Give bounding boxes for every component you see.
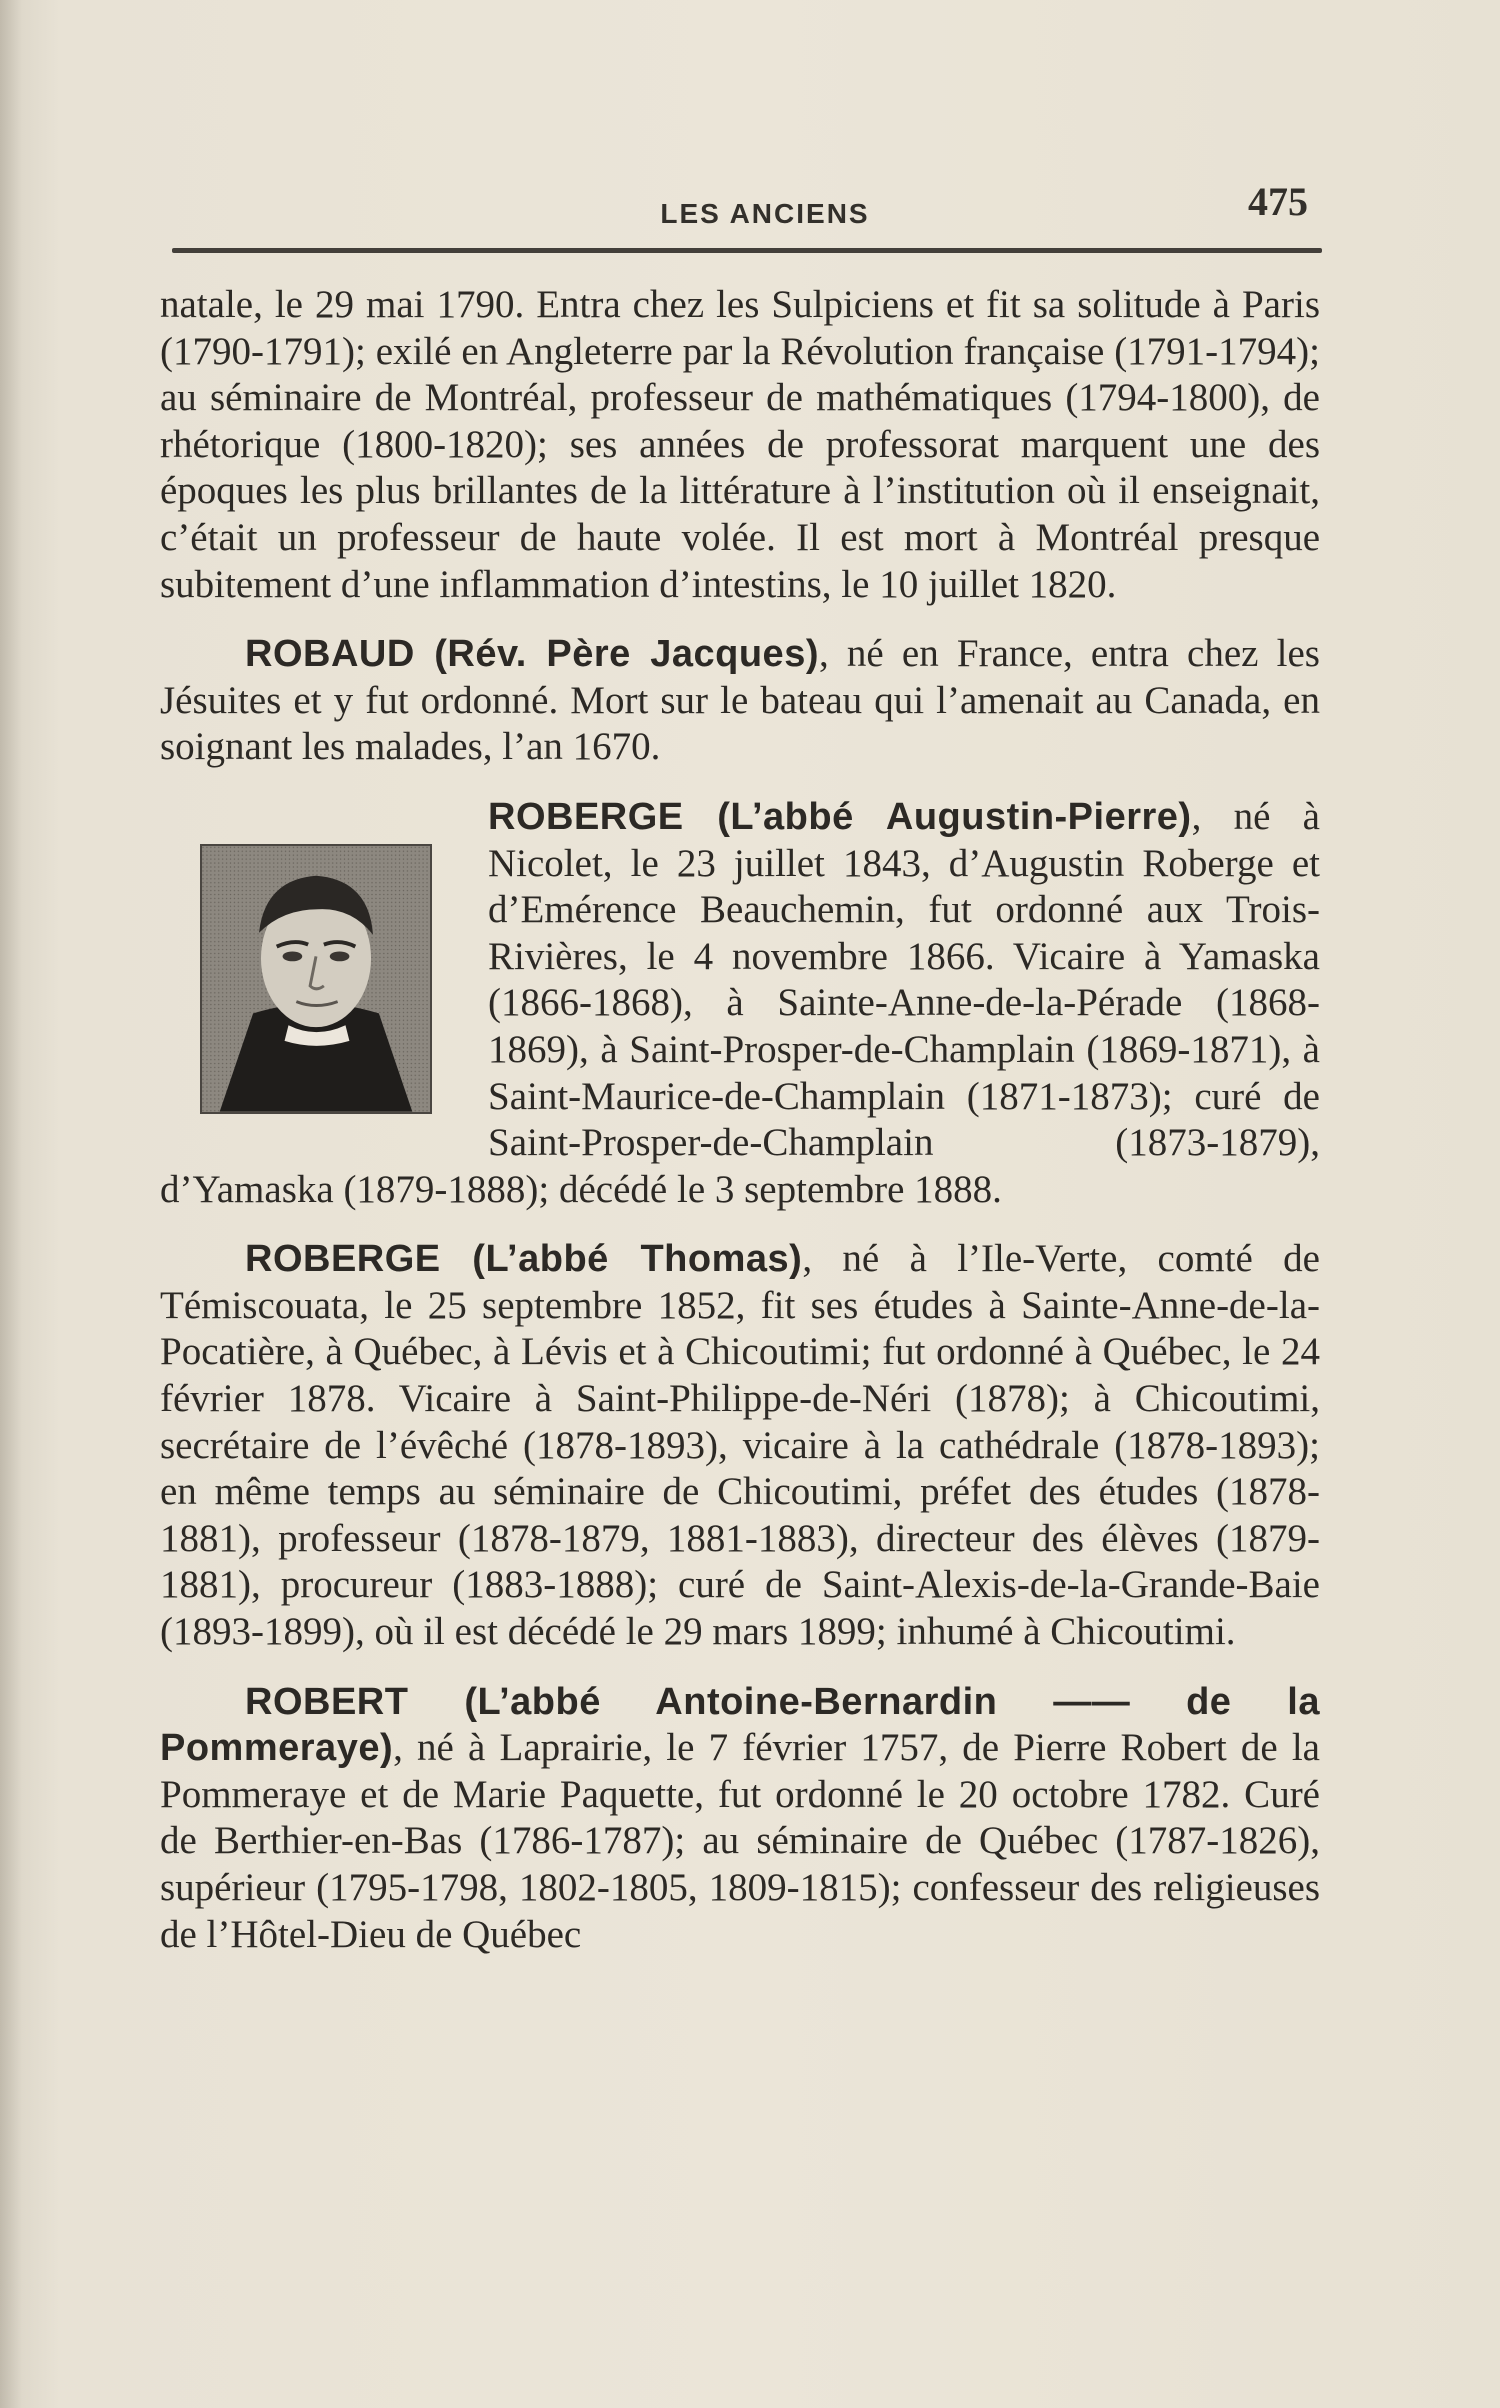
page-body: [160, 282, 1320, 1981]
entry-name: ROBERGE (L’abbé Thomas): [245, 1238, 803, 1281]
portrait-frame: [200, 844, 448, 1120]
portrait-image: [200, 844, 432, 1114]
entry-text: , né à Nicolet, le 23 juillet 1843, d’Augustin Roberge et d’Emérence Beauchemin, fut ordonné aux Trois-Rivières, le 4 novembre 1866. Vicaire à Yamaska (1866-1868), à Sainte-Anne-de-la-Pérade (1868-1869), à Saint-Prosper-de-Champlain (1869-1871), à Saint-Maurice-de-Champlain (1871-1873); curé de Saint-Prosper-de-Champlain (1873-1879), d’Yamaska (1879-1888); décédé le 3 septembre 1888.: [160, 794, 1320, 1211]
entry-text: , né en France, entra chez les Jésuites et y fut ordonné. Mort sur le bateau qui l’amenait au Canada, en soignant les malades, l’an 1670.: [160, 632, 1320, 769]
entry-roberge-augustin: [160, 794, 1320, 1213]
entry-text: , né à Laprairie, le 7 février 1757, de Pierre Robert de la Pommeraye et de Marie Paquette, fut ordonné le 20 octobre 1782. Curé de Berthier-en-Bas (1786-1787); au séminaire de Québec (1787-1826), supérieur (1795-1798, 1802-1805, 1809-1815); confesseur des religieuses de l’Hôtel-Dieu de Québec: [160, 1726, 1320, 1956]
entry-text: natale, le 29 mai 1790. Entra chez les Sulpiciens et fit sa solitude à Paris (1790-1791); exilé en Angleterre par la Révolution française (1791-1794); au séminaire de Montréal, professeur de mathématiques (1794-1800), de rhétorique (1800-1820); ses années de professorat marquent une des époques les plus brillantes de la littérature à l’institution où il enseignait, c’était un professeur de haute volée. Il est mort à Montréal presque subitement d’une inflammation d’intestins, le 10 juillet 1820.: [160, 283, 1320, 606]
entry-roberge-thomas: [160, 1236, 1320, 1655]
page-gutter-shadow: [0, 0, 22, 2408]
portrait-illustration: [202, 846, 430, 1112]
entry-continuation: [160, 282, 1320, 608]
entry-name: ROBERGE (L’abbé Augustin-Pierre): [488, 795, 1192, 838]
entry-name: ROBERT (L’abbé Antoine-Bernardin —— de la Pommeraye): [160, 1680, 1320, 1770]
entry-text: , né à l’Ile-Verte, comté de Témiscouata, le 25 septembre 1852, fit ses études à Sainte-Anne-de-la-Pocatière, à Québec, à Lévis et à Chicoutimi; fut ordonné à Québec, le 24 février 1878. Vicaire à Saint-Philippe-de-Néri (1878); à Chicoutimi, secrétaire de l’évêché (1878-1893), vicaire à la cathédrale (1878-1893); en même temps au séminaire de Chicoutimi, préfet des études (1878-1881), professeur (1878-1879, 1881-1883), directeur des élèves (1879-1881), procureur (1883-1888); curé de Saint-Alexis-de-la-Grande-Baie (1893-1899), où il est décédé le 29 mars 1899; inhumé à Chicoutimi.: [160, 1237, 1320, 1654]
page-number: 475: [1248, 179, 1308, 224]
running-header: LES ANCIENS: [660, 198, 870, 229]
entry-name: ROBAUD (Rév. Père Jacques): [245, 633, 819, 676]
entry-robert-antoine-bernardin: [160, 1679, 1320, 1959]
header-rule: [172, 248, 1322, 253]
entry-robaud: [160, 631, 1320, 771]
